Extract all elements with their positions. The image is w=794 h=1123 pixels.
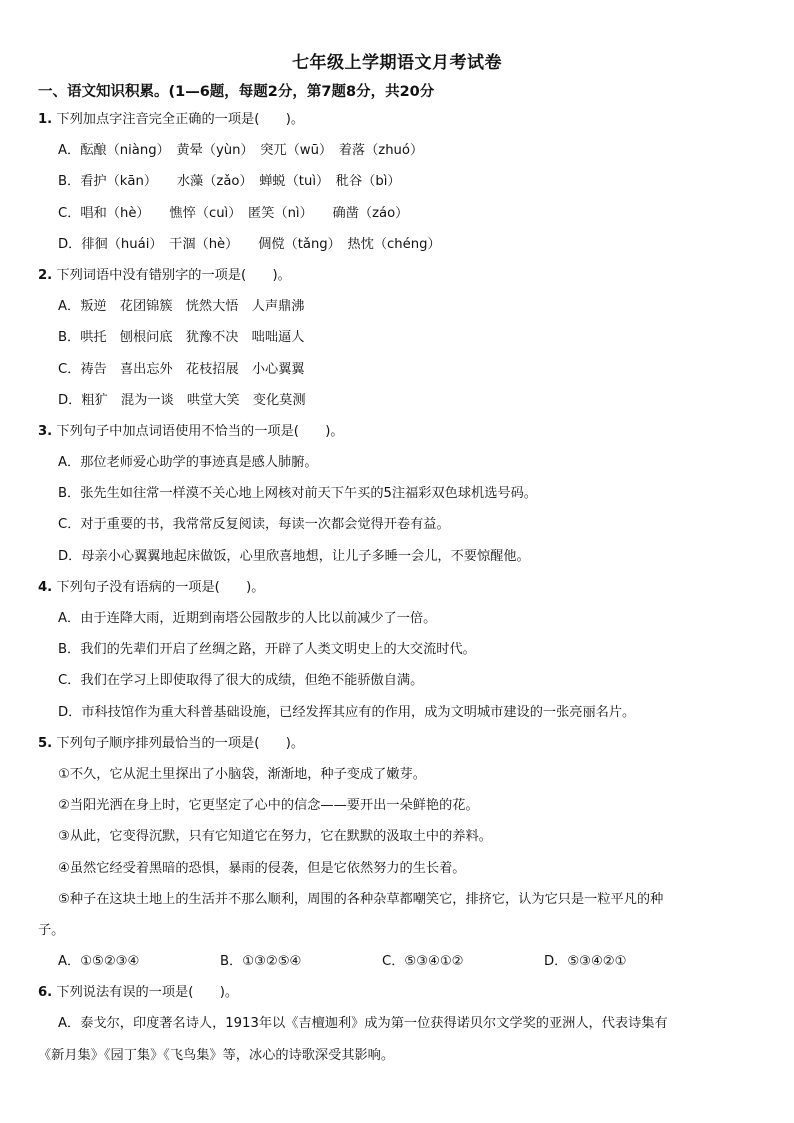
question-number: 3. bbox=[38, 423, 53, 439]
q5-choice-c: C．⑤③④①② bbox=[382, 954, 464, 970]
question-2 bbox=[0, 260, 794, 291]
question-1 bbox=[0, 104, 794, 135]
q3-option-a: A．那位老师爱心助学的事迹真是感人肺腑。 bbox=[58, 455, 318, 471]
q5-sentence-3: ③从此，它变得沉默，只有它知道它在努力，它在默默的汲取土中的养料。 bbox=[58, 829, 492, 845]
question-stem: 下列句子没有语病的一项是( )。 bbox=[56, 579, 265, 595]
question-list bbox=[0, 104, 794, 1071]
q2-option-c: C．祷告 喜出忘外 花枝招展 小心翼翼 bbox=[58, 361, 305, 377]
q4-option-a: A．由于连降大雨，近期到南塔公园散步的人比以前减少了一倍。 bbox=[58, 611, 437, 626]
q3-option-c: C．对于重要的书，我常常反复阅读，每读一次都会觉得开卷有益。 bbox=[58, 517, 450, 533]
q4-option-d: D．市科技馆作为重大科普基础设施，已经发挥其应有的作用，成为文明城市建设的一张亮丽名片。 bbox=[58, 704, 636, 720]
question-stem: 下列词语中没有错别字的一项是( )。 bbox=[56, 267, 291, 283]
exam-title: 七年级上学期语文月考试卷 bbox=[292, 53, 502, 73]
question-stem: 下列加点字注音完全正确的一项是( )。 bbox=[56, 112, 305, 127]
q1-option-a: A．酝酿（niàng） 黄晕（yùn） 突兀（wū） 着落（zhuó） bbox=[58, 143, 424, 159]
q2-option-b: B．哄托 刨根问底 犹豫不决 咄咄逼人 bbox=[58, 330, 305, 346]
question-5 bbox=[0, 728, 794, 759]
q4-option-c: C．我们在学习上即使取得了很大的成绩，但绝不能骄傲自满。 bbox=[58, 673, 424, 689]
q1-option-c: C．唱和（hè） 憔悴（cuì） 匿笑（nì） 确凿（záo） bbox=[58, 205, 409, 221]
question-6 bbox=[0, 977, 794, 1008]
question-stem: 下列说法有误的一项是( )。 bbox=[56, 985, 239, 1001]
q3-option-b: B．张先生如往常一样漠不关心地上网核对前天下午买的5注福彩双色球机选号码。 bbox=[58, 486, 537, 502]
q5-sentence-5: ⑤种子在这块土地上的生活并不那么顺利，周围的各种杂草都嘲笑它，排挤它，认为它只是一粒平凡的种 bbox=[58, 891, 664, 907]
q2-option-a: A．叛逆 花团锦簇 恍然大悟 人声鼎沸 bbox=[58, 299, 305, 315]
question-3 bbox=[0, 416, 794, 447]
q5-sentence-5-wrap: 子。 bbox=[38, 922, 65, 938]
q5-choice-a: A．①⑤②③④ bbox=[58, 954, 140, 970]
question-number: 5. bbox=[38, 735, 53, 751]
q2-option-d: D．粗犷 混为一谈 哄堂大笑 变化莫测 bbox=[58, 392, 306, 408]
q5-sentence-1: ①不久，它从泥土里探出了小脑袋，渐渐地，种子变成了嫩芽。 bbox=[58, 766, 426, 782]
q1-option-d: D．徘徊（huái） 干涸（hè） 倜傥（tǎng） 热忱（chéng） bbox=[58, 236, 441, 252]
q5-sentence-2: ②当阳光洒在身上时，它更坚定了心中的信念——要开出一朵鲜艳的花。 bbox=[58, 798, 479, 814]
question-stem: 下列句子顺序排列最恰当的一项是( )。 bbox=[56, 735, 305, 751]
question-number: 2. bbox=[38, 267, 53, 283]
section-heading: 一、语文知识积累。(1—6题，每题2分，第7题8分，共20分 bbox=[38, 84, 435, 100]
q4-option-b: B．我们的先辈们开启了丝绸之路，开辟了人类文明史上的大交流时代。 bbox=[58, 642, 476, 658]
q5-sentence-4: ④虽然它经受着黑暗的恐惧，暴雨的侵袭，但是它依然努力的生长着。 bbox=[58, 860, 466, 876]
question-number: 6. bbox=[38, 985, 53, 1001]
q1-option-b: B．看护（kān） 水藻（zǎo） 蝉蜕（tuì） 秕谷（bì） bbox=[58, 174, 401, 190]
q5-choices bbox=[0, 946, 794, 977]
question-stem: 下列句子中加点词语使用不恰当的一项是( )。 bbox=[56, 423, 344, 439]
q6-option-a-line-2: 《新月集》《园丁集》《飞鸟集》等，冰心的诗歌深受其影响。 bbox=[38, 1047, 395, 1063]
question-4 bbox=[0, 572, 794, 603]
question-number: 1. bbox=[38, 112, 53, 127]
question-number: 4. bbox=[38, 579, 53, 595]
q5-choice-d: D．⑤③④②① bbox=[544, 954, 627, 970]
q3-option-d: D．母亲小心翼翼地起床做饭，心里欣喜地想，让儿子多睡一会儿，不要惊醒他。 bbox=[58, 548, 530, 564]
q5-choice-b: B．①③②⑤④ bbox=[220, 954, 302, 970]
q6-option-a-line-1: A．泰戈尔，印度著名诗人，1913年以《吉檀迦利》成为第一位获得诺贝尔文学奖的亚洲人，代表诗集有 bbox=[58, 1016, 668, 1032]
